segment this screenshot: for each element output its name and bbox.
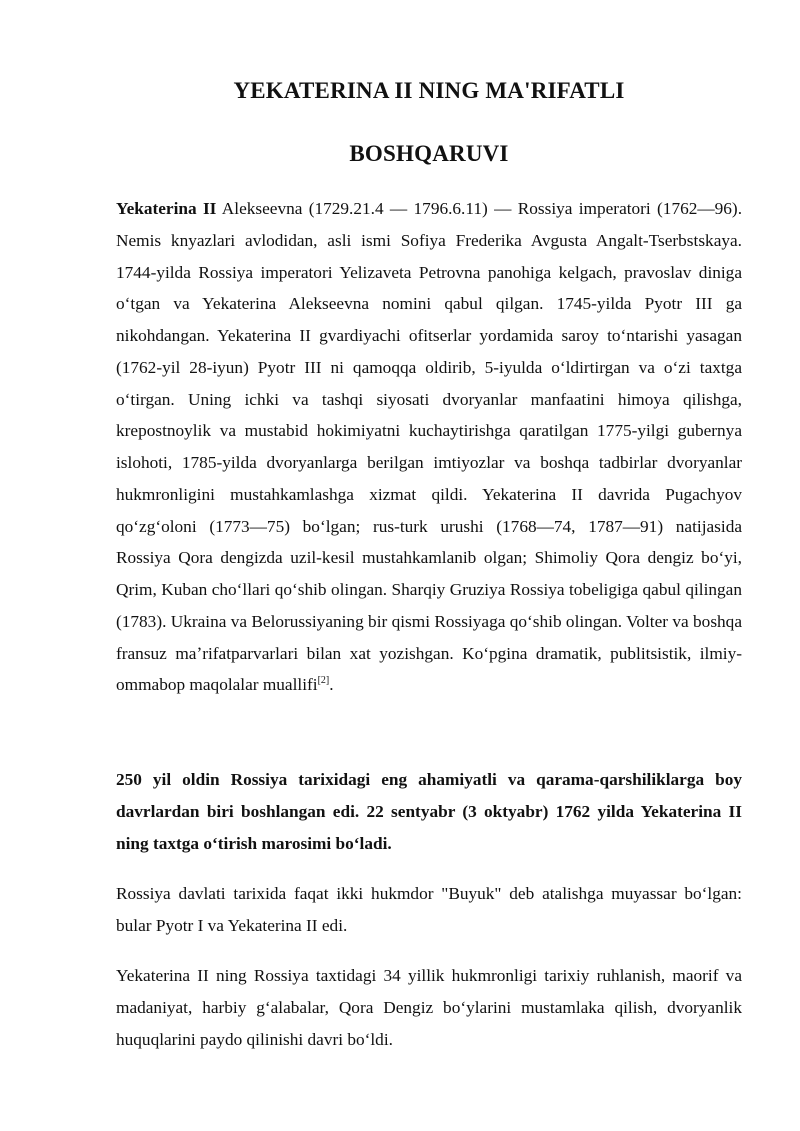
- paragraph-lead-name: Yekaterina II: [116, 199, 217, 218]
- paragraph-coronation: 250 yil oldin Rossiya tarixidagi eng ahamiyatli va qarama-qarshiliklarga boy davrlardan biri boshlangan edi. 22 sentyabr (3 oktyabr) 1762 yilda Yekaterina II ning taxtga oʻtirish marosimi boʻladi.: [116, 770, 742, 853]
- paragraph-biography-end: .: [329, 675, 334, 695]
- paragraph-reign-summary: Yekaterina II ning Rossiya taxtidagi 34 yillik hukmronligi tarixiy ruhlanish, maorif va madaniyat, harbiy gʻalabalar, Qora Dengiz boʻylarini mustamlaka qilish, dvoryanlik huquqlarini paydo qilinishi davri boʻldi.: [116, 966, 742, 1049]
- footnote-reference-link[interactable]: [2]: [317, 675, 330, 687]
- paragraph-biography-text: Alekseevna (1729.21.4 — 1796.6.11) — Rossiya imperatori (1762—96). Nemis knyazlari avlodidan, asli ismi Sofiya Frederika Avgusta Angalt-Tserbstskaya. 1744-yilda Rossiya imperatori Yelizaveta Petrovna panohiga kelgach, pravoslav diniga oʻtgan va Yekaterina Alekseevna nomini qabul qilgan. 1745-yilda Pyotr III ga nikohdangan. Yekaterina II gvardiyachi ofitserlar yordamida saroy toʻntarishi yasagan (1762-yil 28-iyun) Pyotr III ni qamoqqa oldirib, 5-iyulda oʻldirtirgan va oʻzi taxtga oʻtirgan. Uning ichki va tashqi siyosati dvoryanlar manfaatini himoya qilishga, krepostnoylik va mustabid hokimiyatni kuchaytirishga qaratilgan 1775-yilgi gubernya islohoti, 1785-yilda dvoryanlarga berilgan imtiyozlar va boshqa tadbirlar dvoryanlar hukmronligini mustahkamlashga xizmat qildi. Yekaterina II davrida Pugachyov qoʻzgʻoloni (1773—75) boʻlgan; rus-turk urushi (1768—74, 1787—91) natijasida Rossiya Qora dengizda uzil-kesil mustahkamlanib olgan; Shimoliy Qora dengiz boʻyi, Qrim, Kuban choʻllari qoʻshib olingan. Sharqiy Gruziya Rossiya tobeligiga qabul qilingan (1783). Ukraina va Belorussiyaning bir qismi Rossiyaga qoʻshib olingan. Volter va boshqa fransuz maʼrifatparvarlari bilan xat yozishgan. Koʻpgina dramatik, publitsistik, ilmiy-ommabop maqolalar muallifi: [116, 199, 743, 695]
- document-title-line-1: YEKATERINA II NING MA'RIFATLI: [233, 78, 625, 103]
- document-title-line-2: BOSHQARUVI: [349, 141, 509, 166]
- paragraph-great-rulers: Rossiya davlati tarixida faqat ikki hukmdor "Buyuk" deb atalishga muyassar boʻlgan: bular Pyotr I va Yekaterina II edi.: [116, 884, 742, 935]
- paragraph-biography: [116, 193, 742, 701]
